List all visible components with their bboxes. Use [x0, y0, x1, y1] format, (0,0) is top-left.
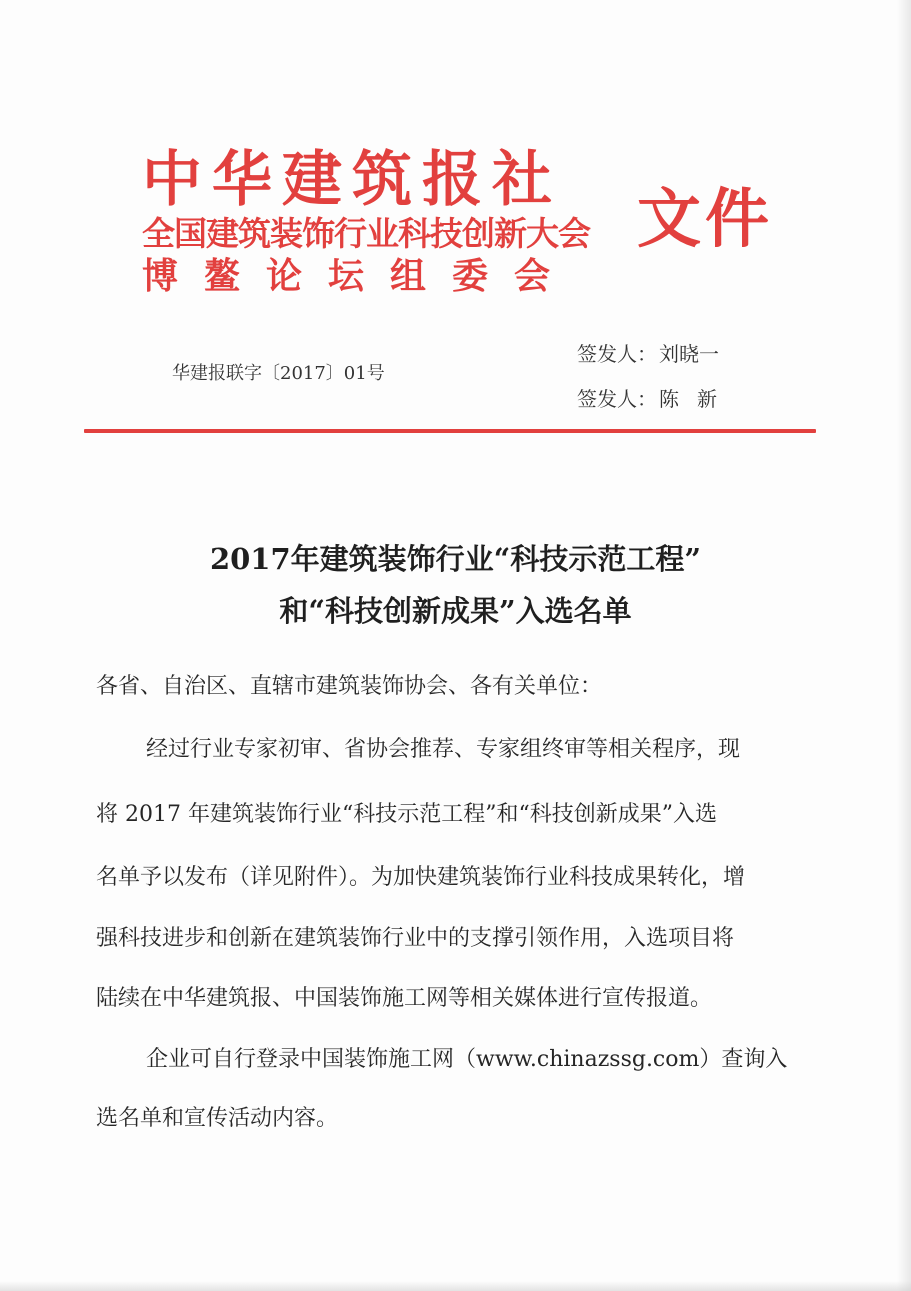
document-title-line-1: 2017年建筑装饰行业“科技示范工程” — [209, 542, 702, 576]
body-line: 陆续在中华建筑报、中国装饰施工网等相关媒体进行宣传报道。 — [96, 986, 713, 1011]
signer-2 — [577, 389, 735, 409]
signer-2-name: 陈新 — [659, 387, 735, 411]
red-divider-line — [84, 429, 816, 433]
masthead-doc-type: 文件 — [637, 182, 773, 257]
signer-1-name: 刘晓一 — [659, 342, 719, 366]
masthead-org-name-2: 全国建筑装饰行业科技创新大会 — [142, 214, 590, 253]
document-title-line-2: 和“科技创新成果”入选名单 — [279, 594, 632, 628]
body-line: 名单予以发布（详见附件）。为加快建筑装饰行业科技成果转化，增 — [96, 865, 746, 890]
masthead-org-name-1: 中华建筑报社 — [142, 145, 562, 215]
body-line: 企业可自行登录中国装饰施工网（www.chinazssg.com）查询入 — [146, 1047, 788, 1072]
masthead-org-name-3: 博鳌论坛组委会 — [142, 255, 577, 297]
scan-edge-shadow — [0, 1281, 911, 1291]
signer-2-label: 签发人： — [577, 387, 657, 411]
signer-1-label: 签发人： — [577, 342, 657, 366]
scan-edge-shadow — [897, 0, 911, 1291]
body-line: 选名单和宣传活动内容。 — [96, 1106, 339, 1131]
body-line: 强科技进步和创新在建筑装饰行业中的支撑引领作用，入选项目将 — [96, 926, 735, 951]
body-line: 将 2017 年建筑装饰行业“科技示范工程”和“科技创新成果”入选 — [96, 802, 717, 827]
salutation: 各省、自治区、直辖市建筑装饰协会、各有关单位： — [96, 674, 603, 699]
signer-1 — [577, 344, 719, 364]
body-line: 经过行业专家初审、省协会推荐、专家组终审等相关程序，现 — [146, 737, 741, 762]
document-number: 华建报联字〔2017〕01号 — [172, 363, 385, 384]
